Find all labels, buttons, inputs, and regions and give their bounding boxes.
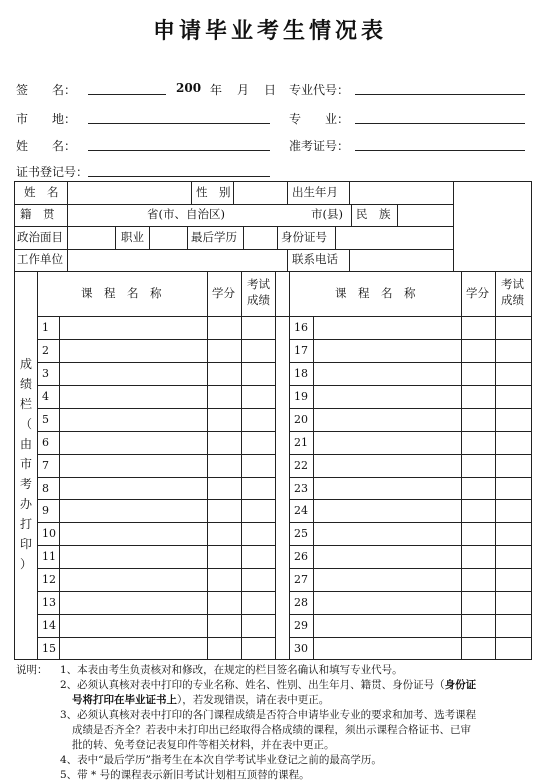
label-province: 省(市、自治区): [147, 207, 225, 221]
row-line: [37, 362, 275, 363]
note-2-bold: 身份证: [444, 679, 477, 691]
col-line: [397, 204, 398, 226]
row-number-right: 20: [294, 412, 308, 426]
note-2-a: 2、必须认真核对表中打印的专业名称、姓名、性别、出生年月、籍贯、身份证号（: [60, 679, 445, 691]
row-number-right: 30: [294, 642, 308, 655]
side-char: ）: [19, 557, 32, 571]
row-line: [37, 637, 275, 638]
sign-field[interactable]: [88, 94, 166, 95]
row-line: [289, 637, 531, 638]
city-field[interactable]: [88, 123, 270, 124]
note-4: 4、表中“最后学历”指考生在本次自学考试毕业登记之前的最高学历。: [60, 754, 382, 766]
row-number-right: 21: [294, 435, 308, 449]
col-course-left: 课 程 名 称: [81, 286, 162, 300]
year-label: 年: [210, 83, 223, 97]
cert-reg-label: 证书登记号：: [16, 165, 89, 179]
note-2: [60, 678, 530, 693]
side-label: [19, 354, 33, 574]
row-line: [289, 339, 531, 340]
col-line: [207, 271, 208, 660]
col-line: [335, 226, 336, 249]
col-score-left-1: 考试: [247, 277, 270, 291]
side-char: 打: [19, 517, 32, 531]
label-birth: 出生年月: [292, 185, 338, 199]
note-3-cont-2: 批的转、免考登记表复印件等相关材料，并在表中更正。: [72, 739, 335, 751]
col-line: [287, 249, 288, 271]
row-number-right: 18: [294, 366, 308, 380]
side-char: 考: [19, 477, 32, 491]
row-number-right: 25: [294, 527, 308, 541]
row-line: [37, 614, 275, 615]
label-name: 姓 名: [24, 185, 59, 199]
col-line: [67, 249, 68, 271]
side-char: 由: [19, 437, 32, 451]
row-number-right: 22: [294, 458, 308, 472]
row-line: [37, 568, 275, 569]
col-line: [349, 182, 350, 204]
row-line: [289, 568, 531, 569]
row-line: [289, 477, 531, 478]
major-code-label: 专业代号：: [289, 83, 350, 97]
row-line: [37, 385, 275, 386]
cert-reg-field[interactable]: [88, 176, 270, 177]
row-number-right: 27: [294, 573, 308, 587]
exam-no-field[interactable]: [355, 150, 525, 151]
col-line: [233, 182, 234, 204]
col-line: [461, 271, 462, 660]
day-label: 日: [264, 83, 277, 97]
row-number-left: 14: [42, 619, 56, 633]
label-county: 市(县): [311, 207, 343, 221]
note-5: 5、带 * 号的课程表示新旧考试计划相互顶替的课程。: [60, 769, 310, 781]
row-line: [37, 454, 275, 455]
note-2-bold-2: 号将打印在毕业证书上: [72, 694, 177, 706]
note-3-cont: 成绩是否齐全？若表中未打印出已经取得合格成绩的课程，须出示课程合格证书、已审: [72, 724, 471, 736]
label-native: 籍 贯: [20, 207, 55, 221]
row-number-left: 11: [42, 550, 56, 564]
col-score-right-1: 考试: [501, 277, 524, 291]
side-char: （: [19, 417, 32, 431]
col-line: [275, 271, 276, 660]
name-field[interactable]: [88, 150, 270, 151]
major-label: 专 业：: [289, 112, 350, 126]
side-char: 印: [19, 537, 32, 551]
row-line: [289, 408, 531, 409]
row-line: [37, 545, 275, 546]
label-ethnicity: 民 族: [356, 207, 391, 221]
col-line: [277, 226, 278, 249]
row-line: [15, 271, 531, 272]
side-char: 市: [19, 457, 32, 471]
row-number-right: 26: [294, 550, 308, 564]
num-col-line-left: [59, 316, 60, 660]
row-number-left: 12: [42, 573, 56, 587]
row-number-left: 7: [42, 458, 49, 472]
note-1: 1、本表由考生负责核对和修改，在规定的栏目签名确认和填写专业代号。: [60, 664, 403, 676]
major-code-field[interactable]: [355, 94, 525, 95]
row-line: [37, 339, 275, 340]
row-line: [289, 385, 531, 386]
row-line: [37, 431, 275, 432]
name-label: 姓 名：: [16, 139, 77, 153]
col-credit-left: 学分: [212, 286, 235, 300]
row-number-right: 28: [294, 596, 308, 610]
row-number-right: 23: [294, 481, 308, 495]
photo-box-line: [453, 182, 454, 271]
side-char: 办: [19, 497, 32, 511]
row-line: [289, 614, 531, 615]
row-number-left: 1: [42, 321, 49, 334]
note-3: 3、必须认真核对表中打印的各门课程成绩是否符合申请毕业专业的要求和加考、选考课程: [60, 709, 477, 721]
side-char: 成: [19, 357, 32, 371]
row-number-left: 13: [42, 596, 56, 610]
year-prefix: 200: [176, 81, 202, 95]
row-line: [15, 226, 453, 227]
col-line: [191, 182, 192, 204]
label-work-unit: 工作单位: [17, 252, 63, 266]
notes-label: 说明：: [16, 664, 48, 676]
col-line: [349, 249, 350, 271]
col-line: [495, 271, 496, 660]
label-id-no: 身份证号: [281, 230, 327, 244]
row-line: [289, 362, 531, 363]
city-label: 市 地：: [16, 112, 77, 126]
row-number-left: 4: [42, 389, 49, 403]
col-line: [241, 271, 242, 660]
side-char: 栏: [19, 397, 32, 411]
col-line: [149, 226, 150, 249]
col-line: [67, 182, 68, 204]
note-2-b: ），若发现错误，请在表中更正。: [177, 694, 330, 706]
label-gender: 性 别: [196, 185, 231, 199]
col-course-right: 课 程 名 称: [335, 286, 416, 300]
row-number-left: 3: [42, 366, 49, 380]
row-line: [289, 454, 531, 455]
col-line: [187, 226, 188, 249]
row-number-right: 16: [294, 321, 308, 334]
label-political: 政治面目: [17, 230, 63, 244]
col-credit-right: 学分: [466, 286, 489, 300]
col-line: [67, 226, 68, 249]
row-number-right: 24: [294, 504, 308, 518]
row-number-right: 19: [294, 389, 308, 403]
row-number-left: 2: [42, 343, 49, 357]
info-and-grades-table: [14, 181, 532, 660]
label-edu: 最后学历: [191, 230, 237, 244]
col-score-left-2: 成绩: [247, 293, 270, 307]
label-phone: 联系电话: [292, 252, 338, 266]
form-title: 申请毕业考生情况表: [152, 18, 387, 44]
exam-no-label: 准考证号：: [289, 139, 350, 153]
note-2-cont: [72, 693, 540, 708]
sign-label: 签 名：: [16, 83, 77, 97]
side-char: 绩: [19, 377, 32, 391]
row-line: [37, 591, 275, 592]
row-number-left: 5: [42, 412, 49, 426]
col-line: [115, 226, 116, 249]
row-number-left: 8: [42, 481, 49, 495]
row-line: [289, 431, 531, 432]
major-field[interactable]: [355, 123, 525, 124]
row-number-right: 17: [294, 343, 308, 357]
row-line: [289, 499, 531, 500]
row-line: [289, 545, 531, 546]
row-number-left: 10: [42, 527, 56, 541]
col-score-right-2: 成绩: [501, 293, 524, 307]
col-line: [287, 182, 288, 204]
row-number-left: 9: [42, 504, 49, 518]
row-line: [289, 591, 531, 592]
num-col-line-right: [313, 316, 314, 660]
side-col-line: [37, 271, 38, 660]
row-number-left: 15: [42, 642, 56, 655]
row-line: [37, 499, 275, 500]
row-line: [37, 522, 275, 523]
col-line: [67, 204, 68, 226]
row-number-left: 6: [42, 435, 49, 449]
col-line: [243, 226, 244, 249]
row-line: [37, 477, 275, 478]
label-job: 职业: [121, 230, 144, 244]
month-label: 月: [237, 83, 250, 97]
col-line: [351, 204, 352, 226]
row-number-right: 29: [294, 619, 308, 633]
row-line: [289, 522, 531, 523]
row-line: [15, 249, 453, 250]
row-line: [15, 204, 453, 205]
row-line: [37, 408, 275, 409]
col-line: [289, 271, 290, 660]
grades-header-line: [37, 316, 531, 317]
